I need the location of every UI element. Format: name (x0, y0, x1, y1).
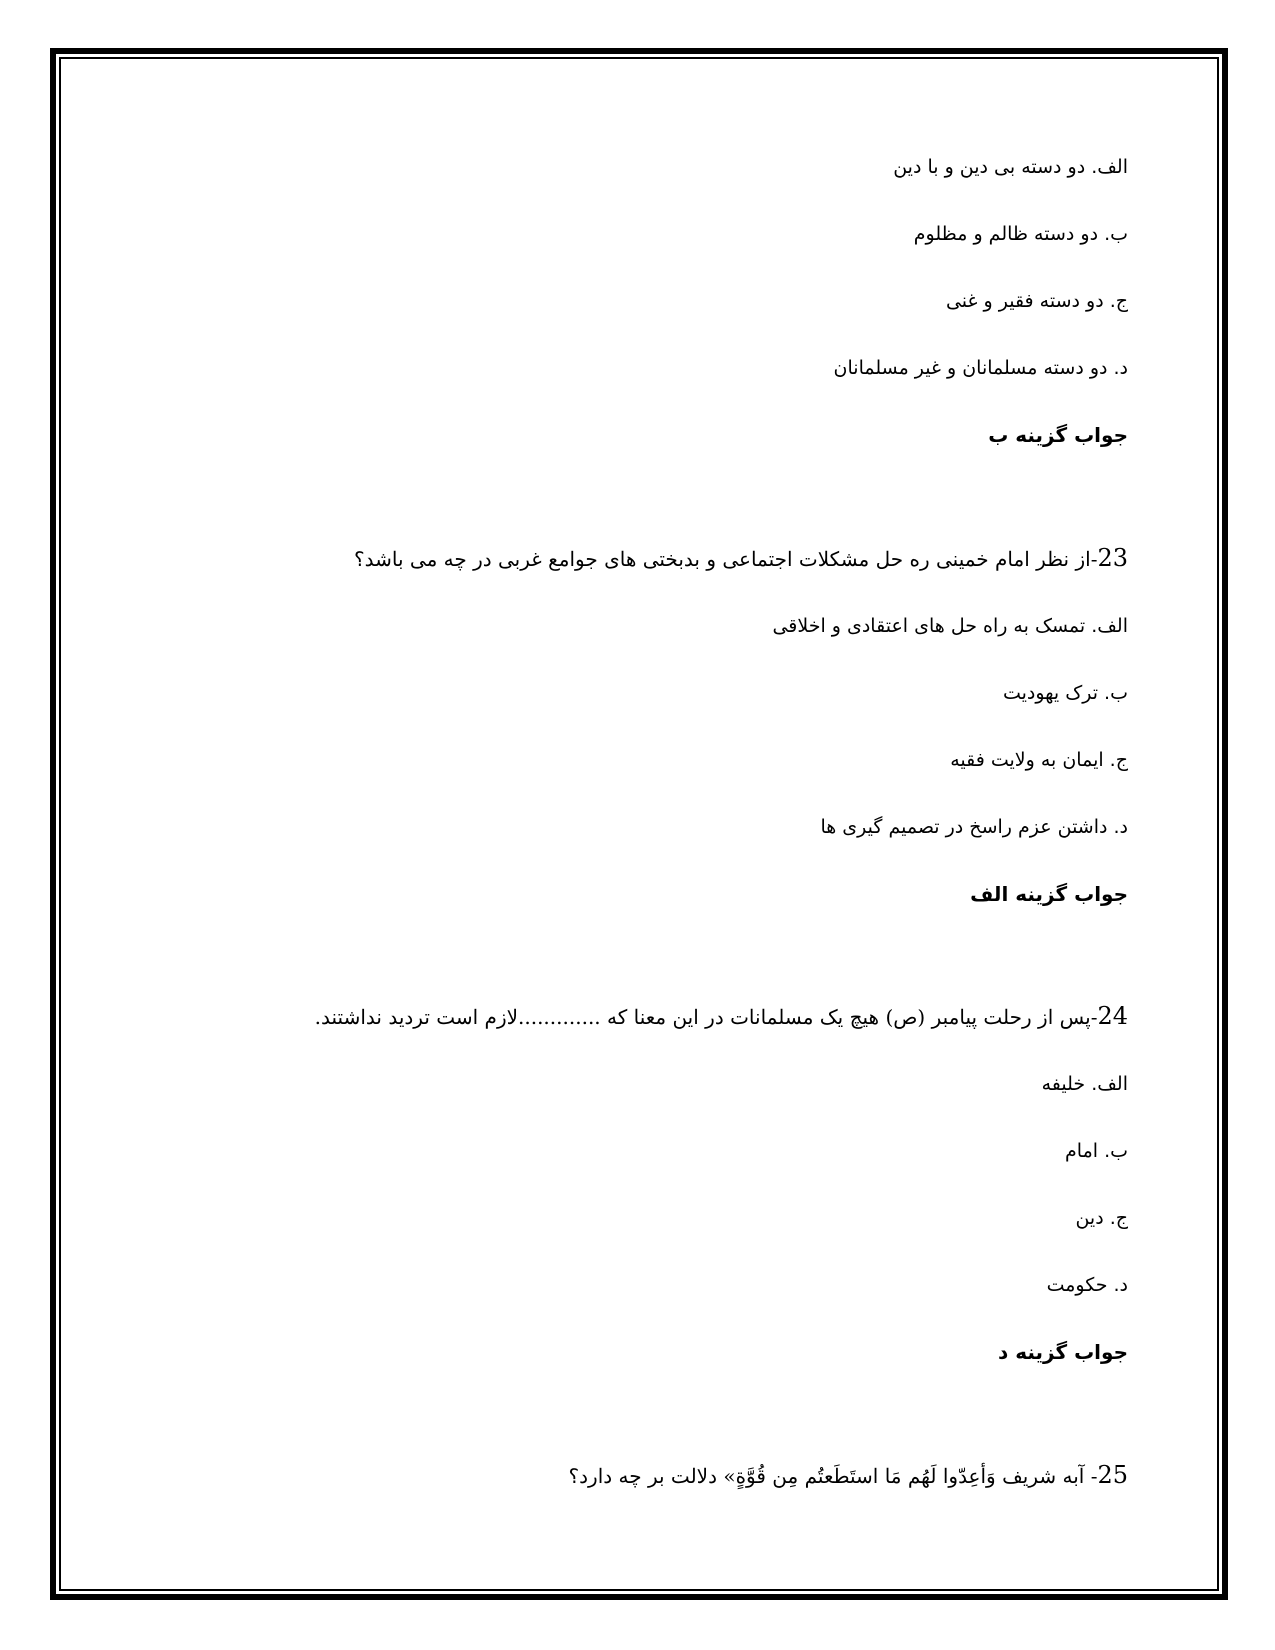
q23-answer: جواب گزینه الف (970, 882, 1128, 906)
document-body (120, 0, 1128, 1650)
q24-answer: جواب گزینه د (998, 1340, 1128, 1364)
q23-text: -از نظر امام خمینی ره حل مشکلات اجتماعی و بدبختی های جوامع غربی در چه می باشد؟ (354, 547, 1098, 571)
q24-option-a: الف. خلیفه (1041, 1073, 1128, 1095)
q25-question (569, 1462, 1128, 1489)
q24-option-d: د. حکومت (1046, 1274, 1128, 1296)
q24-option-c: ج. دین (1075, 1207, 1128, 1229)
q24-number: 24 (1097, 1002, 1128, 1030)
q22-option-d: د. دو دسته مسلمانان و غیر مسلمانان (833, 357, 1128, 379)
q22-option-c: ج. دو دسته فقیر و غنی (945, 290, 1128, 312)
q22-option-a: الف. دو دسته بی دین و با دین (893, 156, 1128, 178)
q23-option-c: ج. ایمان به ولایت فقیه (950, 749, 1128, 771)
q24-question (315, 1003, 1128, 1030)
q23-question (354, 545, 1128, 572)
q25-number: 25 (1097, 1461, 1128, 1489)
q24-option-b: ب. امام (1065, 1140, 1128, 1162)
q24-text: -پس از رحلت پیامبر (ص) هیچ یک مسلمانات در این معنا که .............لازم است تردید نداشتند. (314, 1005, 1098, 1029)
q23-option-b: ب. ترک یهودیت (1002, 682, 1128, 704)
q23-option-d: د. داشتن عزم راسخ در تصمیم گیری ها (820, 816, 1128, 838)
q25-text: - آبه شریف وَأعِدّوا لَهُم مَا استَطَعتُم مِن قُوَّةٍ» دلالت بر چه دارد؟ (568, 1464, 1098, 1488)
q23-option-a: الف. تمسک به راه حل های اعتقادی و اخلاقی (772, 615, 1128, 637)
q23-number: 23 (1097, 544, 1128, 572)
q22-option-b: ب. دو دسته ظالم و مظلوم (913, 223, 1128, 245)
q22-answer: جواب گزینه ب (988, 423, 1128, 447)
